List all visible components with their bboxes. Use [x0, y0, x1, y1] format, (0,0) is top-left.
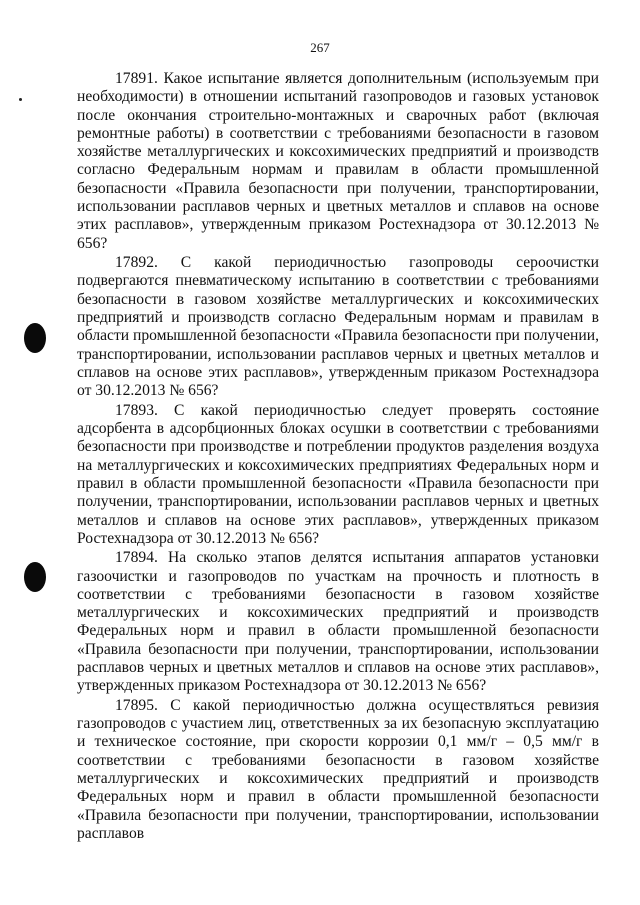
question-17895: 17895. С какой периодичностью должна осуществляться ревизия газопроводов с участием лиц, ответственных за их безопасную эксплуатацию и техническое состояние, при скорости коррозии 0,1 мм/г – 0,5 мм/г в соответствии с требованиями безопасности в газовом хозяйстве металлургических и коксохимических предприятий и производств Федеральных норм и правил в области промышленной безопасности «Правила безопасности при получении, транспортировании, использовании расплавов [77, 696, 599, 842]
question-17894: 17894. На сколько этапов делятся испытания аппаратов установки газоочистки и газопроводов по участкам на прочность и плотность в соответствии с требованиями безопасности в газовом хозяйстве металлургических и коксохимических предприятий и производств Федеральных норм и правил в области промышленной безопасности «Правила безопасности при получении, транспортировании, использовании расплавов черных и цветных металлов и сплавов на основе этих расплавов», утвержденных приказом Ростехнадзора от 30.12.2013 № 656? [77, 549, 599, 695]
question-17892: 17892. С какой периодичностью газопроводы сероочистки подвергаются пневматическому испытанию в соответствии с требованиями безопасности в газовом хозяйстве металлургических и коксохимических предприятий и производств согласно Федеральным нормам и правилам в области промышленной безопасности «Правила безопасности при получении, транспортировании, использовании расплавов черных и цветных металлов и сплавов на основе этих расплавов», утвержденным приказом Ростехнадзора от 30.12.2013 № 656? [77, 254, 599, 400]
punch-hole-bottom [24, 562, 46, 592]
question-17891: 17891. Какое испытание является дополнительным (используемым при необходимости) в отношении испытаний газопроводов и газовых установок после окончания строительно-монтажных и сварочных работ (включая ремонтные работы) в соответствии с требованиями безопасности в газовом хозяйстве металлургических и коксохимических предприятий и производств согласно Федеральным нормам и правилам в области промышленной безопасности «Правила безопасности при получении, транспортировании, использовании расплавов черных и цветных металлов и сплавов на основе этих расплавов», утвержденным приказом Ростехнадзора от 30.12.2013 № 656? [77, 70, 599, 252]
scan-artifact-dot [19, 98, 22, 101]
question-17893: 17893. С какой периодичностью следует проверять состояние адсорбента в адсорбционных блоках осушки в соответствии с требованиями безопасности при производстве и потреблении продуктов разделения воздуха на металлургических и коксохимических предприятиях Федеральных норм и правил в области промышленной безопасности «Правила безопасности при получении, транспортировании, использовании расплавов черных и цветных металлов и сплавов на основе этих расплавов», утвержденных приказом Ростехнадзора от 30.12.2013 № 656? [77, 401, 599, 547]
page-number: 267 [310, 40, 330, 55]
punch-hole-top [24, 323, 46, 353]
document-body [77, 70, 599, 844]
